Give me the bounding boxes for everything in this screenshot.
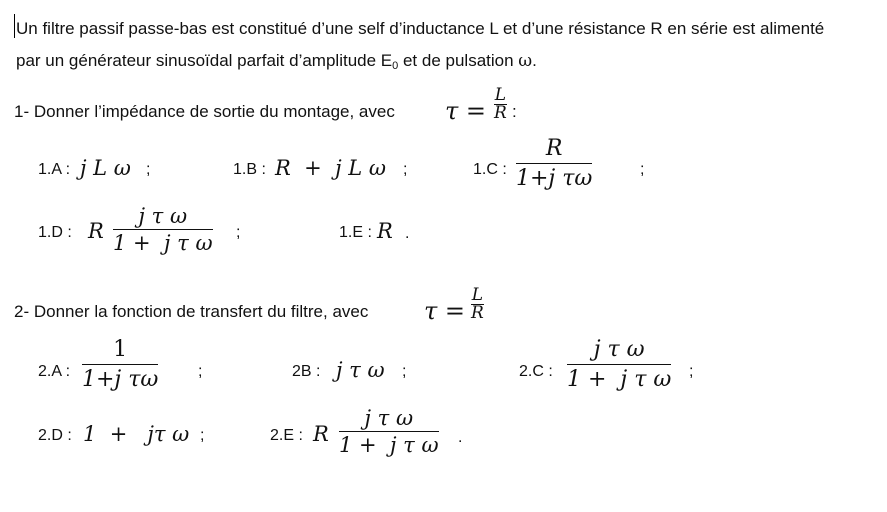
option-2d-separator: ; <box>200 427 205 444</box>
q2-tau-fraction <box>471 287 484 322</box>
intro-subscript: 0 <box>392 60 399 72</box>
option-1b-label: 1.B : <box>233 161 266 178</box>
option-2a-label: 2.A : <box>38 363 71 380</box>
option-2c-numerator: j τ ω <box>593 337 645 362</box>
intro-line-2-end: . <box>532 51 537 70</box>
option-2e-prefix: R <box>313 422 329 446</box>
option-1b-expression: R + j L ω <box>275 156 387 180</box>
question-2-text: 2- Donner la fonction de transfert du filtre, avec <box>14 302 369 321</box>
intro-line-2-mid: et de pulsation <box>398 51 519 70</box>
fraction-bar <box>82 364 158 365</box>
option-1c-numerator: R <box>545 136 563 161</box>
fraction-bar <box>567 364 671 365</box>
option-1c-fraction <box>516 138 592 190</box>
option-2c-separator: ; <box>689 363 694 380</box>
q1-tau-numerator: L <box>494 85 507 105</box>
option-1d-label: 1.D : <box>38 224 72 241</box>
option-1a-separator: ; <box>146 161 151 178</box>
option-2b-label: 2B : <box>292 363 321 380</box>
option-2e-end: . <box>458 429 463 446</box>
intro-omega: ω <box>518 51 533 71</box>
option-2c-label: 2.C : <box>519 363 553 380</box>
option-1d-denominator: 1 + j τ ω <box>113 231 213 255</box>
option-2b-separator: ; <box>402 363 407 380</box>
intro-line-2 <box>16 52 537 72</box>
option-1e-end: . <box>405 225 410 242</box>
intro-line-2-prefix: par un générateur sinusoïdal parfait d’amplitude E <box>16 51 393 70</box>
option-2a-denominator: 1+j τω <box>82 367 159 392</box>
fraction-bar <box>516 163 592 164</box>
option-1e-expression: R <box>377 219 393 243</box>
option-1d-separator: ; <box>236 224 241 241</box>
q1-tau-denominator: R <box>494 103 507 123</box>
q1-tau-fraction <box>494 87 507 122</box>
option-1d-fraction <box>113 206 213 254</box>
option-1b-separator: ; <box>403 161 408 178</box>
option-2c-denominator: 1 + j τ ω <box>567 367 672 392</box>
q1-tau-colon: : <box>512 102 517 121</box>
option-2d-expression: 1 + jτ ω <box>83 422 190 446</box>
option-2a-numerator: 1 <box>113 337 128 362</box>
option-2e-denominator: 1 + j τ ω <box>339 433 439 457</box>
text-cursor <box>14 14 15 38</box>
option-2c-fraction <box>567 339 671 391</box>
intro-line-1: Un filtre passif passe-bas est constitué d’une self d’inductance L et d’une résistance R en série est alimenté <box>16 19 825 38</box>
fraction-bar <box>339 431 439 432</box>
option-1a-expression: j L ω <box>80 156 131 180</box>
q2-tau-equals: τ = <box>424 297 466 325</box>
q2-tau-denominator: R <box>471 303 484 323</box>
q1-tau-equals: τ = <box>445 97 487 125</box>
option-2e-label: 2.E : <box>270 427 303 444</box>
option-1e-label: 1.E : <box>339 224 372 241</box>
option-2e-numerator: j τ ω <box>364 406 414 430</box>
option-1d-prefix: R <box>88 219 104 243</box>
question-1-text: 1- Donner l’impédance de sortie du montage, avec <box>14 102 395 121</box>
option-1c-label: 1.C : <box>473 161 507 178</box>
option-1c-denominator: 1+j τω <box>516 166 593 191</box>
option-1c-separator: ; <box>640 161 645 178</box>
option-1a-label: 1.A : <box>38 161 71 178</box>
q2-tau-numerator: L <box>471 285 484 305</box>
option-2b-expression: j τ ω <box>336 358 385 382</box>
option-1d-numerator: j τ ω <box>138 204 188 228</box>
option-2a-separator: ; <box>198 363 203 380</box>
fraction-bar <box>113 229 213 230</box>
option-2d-label: 2.D : <box>38 427 72 444</box>
option-2a-fraction <box>82 339 158 391</box>
option-2e-fraction <box>339 408 439 456</box>
